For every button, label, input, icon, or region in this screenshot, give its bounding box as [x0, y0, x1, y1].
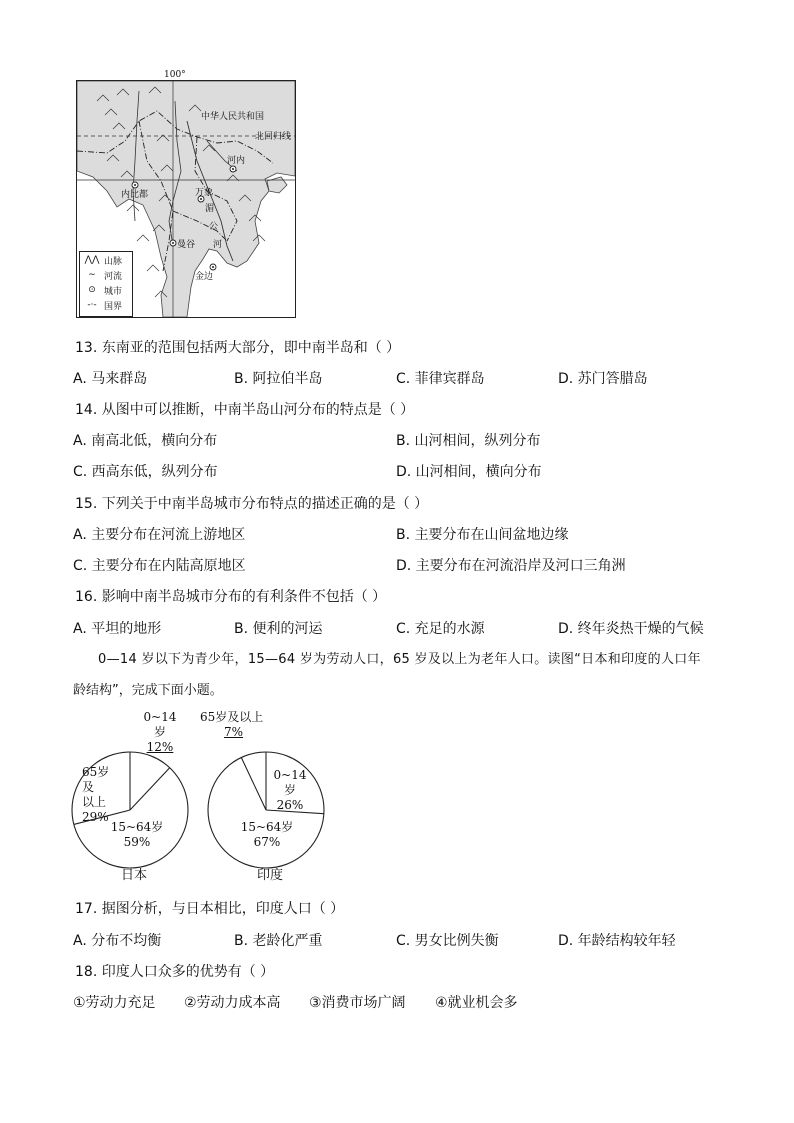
- border-line-icon: -·-: [87, 300, 97, 310]
- japan-label-0-14: [138, 710, 182, 755]
- longitude-label: 100°: [164, 70, 186, 80]
- japan-65plus-value: 29%: [82, 810, 109, 824]
- japan-0-14-value: 12%: [146, 740, 174, 754]
- q16-option-a: A. 平坦的地形: [73, 621, 162, 637]
- q16-stem: 16. 影响中南半岛城市分布的有利条件不包括（ ）: [75, 589, 387, 605]
- city-icon: ⊙: [88, 285, 96, 295]
- q13-option-a: A. 马来群岛: [73, 371, 148, 387]
- tropic-label: 北回归线: [255, 132, 292, 142]
- q16-option-c: C. 充足的水源: [396, 621, 485, 637]
- q13-option-c: C. 菲律宾群岛: [396, 371, 485, 387]
- q16-option-b: B. 便利的河运: [234, 621, 323, 637]
- q15-option-b: B. 主要分布在山间盆地边缘: [396, 527, 569, 543]
- indochina-map: [76, 80, 296, 318]
- india-15-64-name: 15~64岁: [240, 820, 294, 834]
- q17-option-c: C. 男女比例失衡: [396, 933, 499, 949]
- japan-title: 日本: [120, 868, 147, 883]
- city-label-naypyidaw: 内比都: [121, 190, 149, 200]
- q17-option-d: D. 年龄结构较年轻: [558, 933, 676, 949]
- legend-river-label: 河流: [104, 271, 123, 282]
- japan-15-64-value: 59%: [123, 835, 151, 849]
- q17-option-a: A. 分布不均衡: [73, 933, 162, 949]
- india-65plus-name: 65岁及以上: [200, 710, 264, 724]
- legend-river: [84, 269, 122, 281]
- japan-65plus-name-2: 以上: [82, 795, 107, 809]
- q14-option-d: D. 山河相间，横向分布: [396, 464, 542, 480]
- intro-text-line2: 龄结构”，完成下面小题。: [73, 683, 223, 698]
- japan-label-65plus: [82, 765, 118, 825]
- q17-stem: 17. 据图分析，与日本相比，印度人口（ ）: [75, 901, 345, 917]
- q17-option-b: B. 老龄化严重: [234, 933, 323, 949]
- japan-65plus-name-1: 65岁及: [82, 765, 110, 794]
- q14-option-a: A. 南高北低，横向分布: [73, 433, 218, 449]
- q18-option-2: ②劳动力成本高: [184, 995, 281, 1011]
- city-label-bangkok: 曼谷: [177, 240, 196, 250]
- india-0-14-value: 26%: [276, 798, 304, 812]
- river-icon: ∼: [88, 270, 96, 280]
- intro-text-line1: 0—14 岁以下为青少年，15—64 岁为劳动人口，65 岁及以上为老年人口。读图“日本和印度的人口年: [98, 652, 701, 667]
- age-structure-charts: [60, 704, 400, 894]
- india-label-65plus: [200, 710, 266, 740]
- legend-city-label: 城市: [104, 286, 123, 297]
- india-label-0-14: [268, 768, 312, 813]
- india-15-64-value: 67%: [253, 835, 281, 849]
- q15-stem: 15. 下列关于中南半岛城市分布特点的描述正确的是（ ）: [75, 496, 429, 512]
- country-label-china: 中华人民共和国: [201, 112, 265, 122]
- india-65plus-value: 7%: [224, 725, 244, 739]
- q14-option-c: C. 西高东低，纵列分布: [73, 464, 218, 480]
- legend-border: [84, 299, 122, 311]
- india-title: 印度: [256, 868, 283, 883]
- q14-option-b: B. 山河相间，纵列分布: [396, 433, 541, 449]
- q18-stem: 18. 印度人口众多的优势有（ ）: [75, 964, 275, 980]
- q18-option-1: ①劳动力充足: [73, 995, 156, 1011]
- river-label-mekong-1: 湄: [205, 204, 215, 214]
- mountain-icon: ⋀⋀: [84, 255, 100, 265]
- india-0-14-name: 0~14岁: [273, 768, 307, 797]
- japan-15-64-name: 15~64岁: [110, 820, 164, 834]
- map-figure: [0, 0, 794, 330]
- q15-option-d: D. 主要分布在河流沿岸及河口三角洲: [396, 558, 626, 574]
- legend-city: [84, 284, 122, 296]
- q18-option-4: ④就业机会多: [435, 995, 518, 1011]
- hainan-island: [267, 177, 287, 193]
- q13-option-b: B. 阿拉伯半岛: [234, 371, 323, 387]
- river-label-mekong-2: 公: [209, 222, 219, 232]
- map-legend: [79, 251, 133, 317]
- india-label-15-64: [240, 820, 294, 850]
- q16-option-d: D. 终年炎热干燥的气候: [558, 621, 704, 637]
- q15-option-c: C. 主要分布在内陆高原地区: [73, 558, 246, 574]
- legend-border-label: 国界: [104, 301, 123, 312]
- legend-mountain-label: 山脉: [104, 256, 123, 267]
- q14-stem: 14. 从图中可以推断，中南半岛山河分布的特点是（ ）: [75, 402, 415, 418]
- river-label-mekong-3: 河: [213, 240, 223, 250]
- city-label-vientiane: 万象: [195, 188, 214, 198]
- japan-0-14-name: 0~14岁: [143, 710, 177, 739]
- city-label-phnompenh: 金边: [195, 272, 214, 282]
- q13-stem: 13. 东南亚的范围包括两大部分，即中南半岛和（ ）: [75, 340, 401, 356]
- legend-mountain: [84, 254, 122, 266]
- japan-label-15-64: [110, 820, 164, 850]
- q18-option-3: ③消费市场广阔: [309, 995, 406, 1011]
- city-label-hanoi: 河内: [227, 156, 246, 166]
- q15-option-a: A. 主要分布在河流上游地区: [73, 527, 246, 543]
- q13-option-d: D. 苏门答腊岛: [558, 371, 648, 387]
